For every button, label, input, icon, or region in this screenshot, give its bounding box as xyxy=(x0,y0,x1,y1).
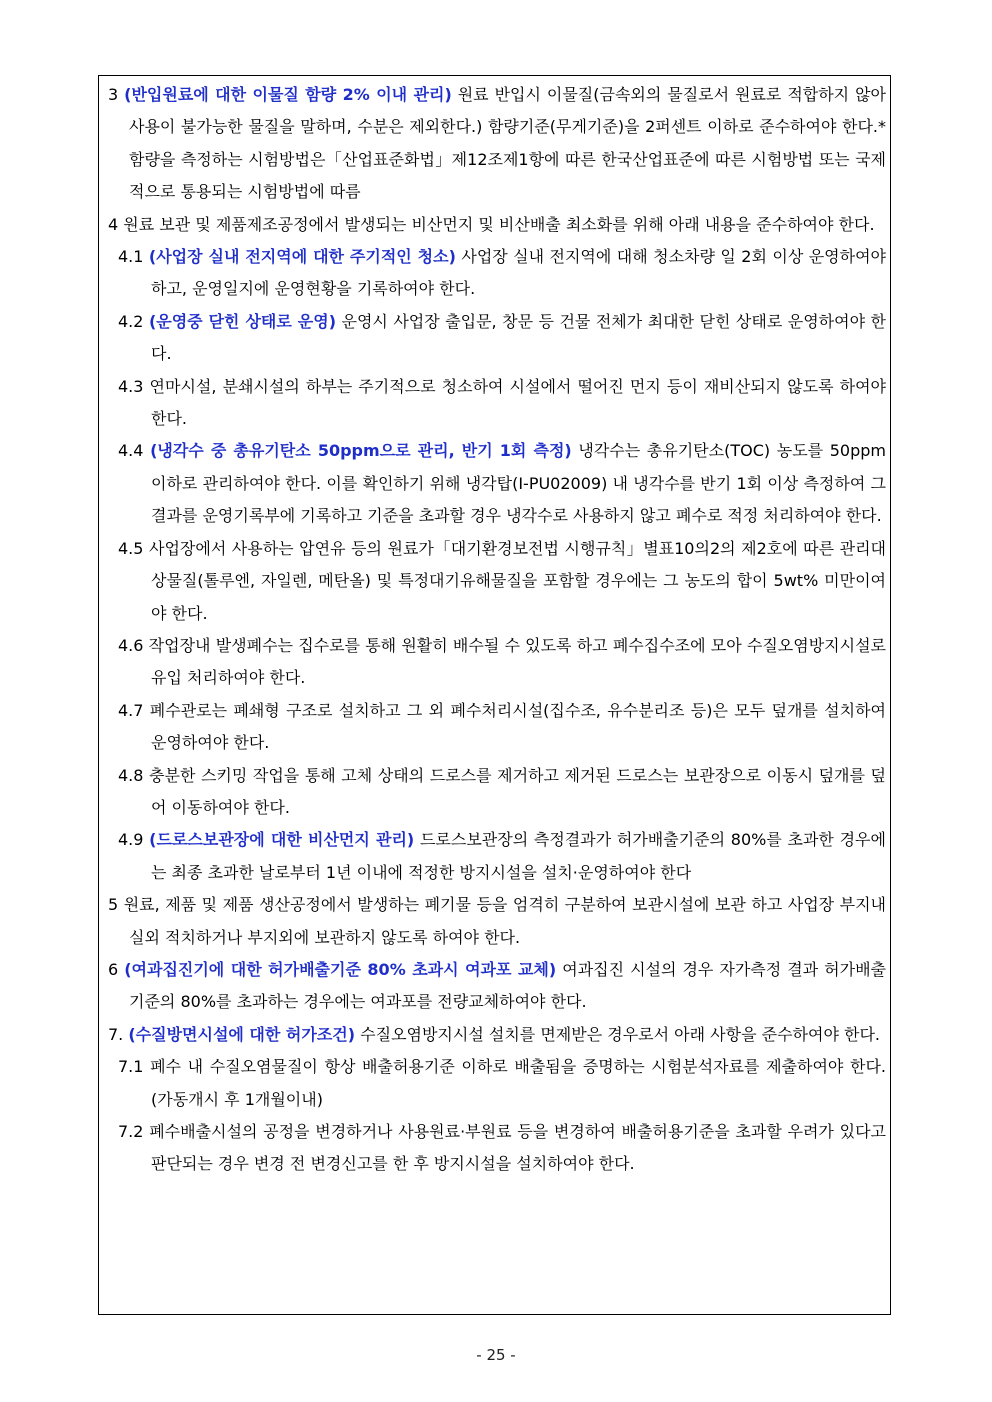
item-text: 충분한 스키밍 작업을 통해 고체 상태의 드로스를 제거하고 제거된 드로스는 보관장으로 이동시 덮개를 덮어 이동하여야 한다. xyxy=(149,765,886,817)
item-4-5 xyxy=(104,533,886,630)
item-5 xyxy=(104,889,886,954)
item-number: 4.9 xyxy=(118,830,144,850)
item-text: 운영시 사업장 출입문, 창문 등 건물 전체가 최대한 닫힌 상태로 운영하여야 한다. xyxy=(151,311,886,364)
item-number: 7.2 xyxy=(118,1122,144,1141)
item-number: 6 xyxy=(108,959,119,979)
item-text: 작업장내 발생폐수는 집수로를 통해 원활히 배수될 수 있도록 하고 폐수집수조에 모아 수질오염방지시설로 유입 처리하여야 한다. xyxy=(148,635,886,688)
item-4-6 xyxy=(104,630,886,695)
item-highlight: (여과집진기에 대한 허가배출기준 80% 초과시 여과포 교체) xyxy=(124,959,557,979)
item-6 xyxy=(104,954,886,1019)
page-number: - 25 - xyxy=(476,1346,516,1364)
item-number: 7. xyxy=(108,1024,124,1044)
item-number: 4.1 xyxy=(118,247,144,267)
item-highlight: (반입원료에 대한 이물질 함량 2% 이내 관리) xyxy=(124,85,452,104)
item-text: 냉각수는 총유기탄소(TOC) 농도를 50ppm 이하로 관리하여야 한다. 이를 확인하기 위해 냉각탑(I-PU02009) 내 냉각수를 반기 1회 이상 측정하여 그 결과를 운영기록부에 기록하고 기준을 초과할 경우 냉각수로 사용하지 않고 폐수로 적정 처리하여야 한다. xyxy=(151,441,886,526)
item-4-9 xyxy=(104,824,886,889)
item-text: 사업장 실내 전지역에 대해 청소차량 일 2회 이상 운영하여야 하고, 운영일지에 운영현황을 기록하여야 한다. xyxy=(151,247,887,299)
item-number: 4.2 xyxy=(118,311,144,331)
item-text: 폐수배출시설의 공정을 변경하거나 사용원료·부원료 등을 변경하여 배출허용기준을 초과할 우려가 있다고 판단되는 경우 변경 전 변경신고를 한 후 방지시설을 설치하여야 한다. xyxy=(149,1122,886,1174)
item-7-1 xyxy=(104,1051,886,1116)
item-4-4 xyxy=(104,435,886,532)
item-4-3 xyxy=(104,371,886,436)
item-highlight: (사업장 실내 전지역에 대한 주기적인 청소) xyxy=(148,247,456,267)
item-text: 사업장에서 사용하는 압연유 등의 원료가「대기환경보전법 시행규칙」별표10의2의 제2호에 따른 관리대상물질(톨루엔, 자일렌, 메탄올) 및 특정대기유해물질을 포함할 경우에는 그 농도의 합이 5wt% 미만이여야 한다. xyxy=(149,538,886,623)
item-4 xyxy=(104,209,886,241)
item-number: 4.8 xyxy=(118,765,144,785)
item-text: 폐수 내 수질오염물질이 항상 배출허용기준 이하로 배출됨을 증명하는 시험분석자료를 제출하여야 한다.(가동개시 후 1개월이내) xyxy=(150,1057,886,1109)
item-text: 수질오염방지시설 설치를 면제받은 경우로서 아래 사항을 준수하여야 한다. xyxy=(360,1024,880,1044)
item-4-1 xyxy=(104,241,886,306)
item-4-7 xyxy=(104,695,886,760)
item-4-2 xyxy=(104,306,886,371)
item-number: 7.1 xyxy=(118,1057,144,1077)
item-text: 드로스보관장의 측정결과가 허가배출기준의 80%를 초과한 경우에는 최종 초과한 날로부터 1년 이내에 적정한 방지시설을 설치·운영하여야 한다 xyxy=(151,830,886,882)
item-number: 4.6 xyxy=(118,635,144,655)
item-number: 3 xyxy=(108,85,119,104)
item-text: 원료 보관 및 제품제조공정에서 발생되는 비산먼지 및 비산배출 최소화를 위해 아래 내용을 준수하여야 한다. xyxy=(123,214,875,234)
item-3 xyxy=(104,79,886,209)
item-7-2 xyxy=(104,1116,886,1181)
item-highlight: (운영중 닫힌 상태로 운영) xyxy=(148,311,337,331)
item-number: 4.7 xyxy=(118,700,144,720)
item-4-8 xyxy=(104,760,886,825)
item-text: 원료 반입시 이물질(금속외의 물질로서 원료로 적합하지 않아 사용이 불가능한 물질을 말하며, 수분은 제외한다.) 함량기준(무게기준)을 2퍼센트 이하로 준수하여야 한다.* 함량을 측정하는 시험방법은「산업표준화법」제12조제1항에 따른 한국산업표준에 따른 시험방법 또는 국제적으로 통용되는 시험방법에 따름 xyxy=(129,85,886,202)
item-highlight: (수질방면시설에 대한 허가조건) xyxy=(128,1024,356,1044)
item-text: 원료, 제품 및 제품 생산공정에서 발생하는 폐기물 등을 엄격히 구분하여 보관시설에 보관 하고 사업장 부지내 실외 적치하거나 부지외에 보관하지 않도록 하여야 한다. xyxy=(123,895,886,947)
item-text: 여과집진 시설의 경우 자가측정 결과 허가배출기준의 80%를 초과하는 경우에는 여과포를 전량교체하여야 한다. xyxy=(129,959,886,1012)
document-body xyxy=(104,79,886,1181)
item-number: 4.5 xyxy=(118,538,144,558)
item-number: 4.4 xyxy=(118,441,144,461)
item-number: 5 xyxy=(108,895,119,915)
item-number: 4 xyxy=(108,214,119,234)
item-7 xyxy=(104,1019,886,1051)
item-highlight: (드로스보관장에 대한 비산먼지 관리) xyxy=(149,830,415,850)
item-text: 폐수관로는 폐쇄형 구조로 설치하고 그 외 폐수처리시설(집수조, 유수분리조 등)은 모두 덮개를 설치하여 운영하여야 한다. xyxy=(149,700,886,753)
item-number: 4.3 xyxy=(118,376,144,396)
item-highlight: (냉각수 중 총유기탄소 50ppm으로 관리, 반기 1회 측정) xyxy=(150,441,572,461)
item-text: 연마시설, 분쇄시설의 하부는 주기적으로 청소하여 시설에서 떨어진 먼지 등이 재비산되지 않도록 하여야 한다. xyxy=(149,376,886,429)
